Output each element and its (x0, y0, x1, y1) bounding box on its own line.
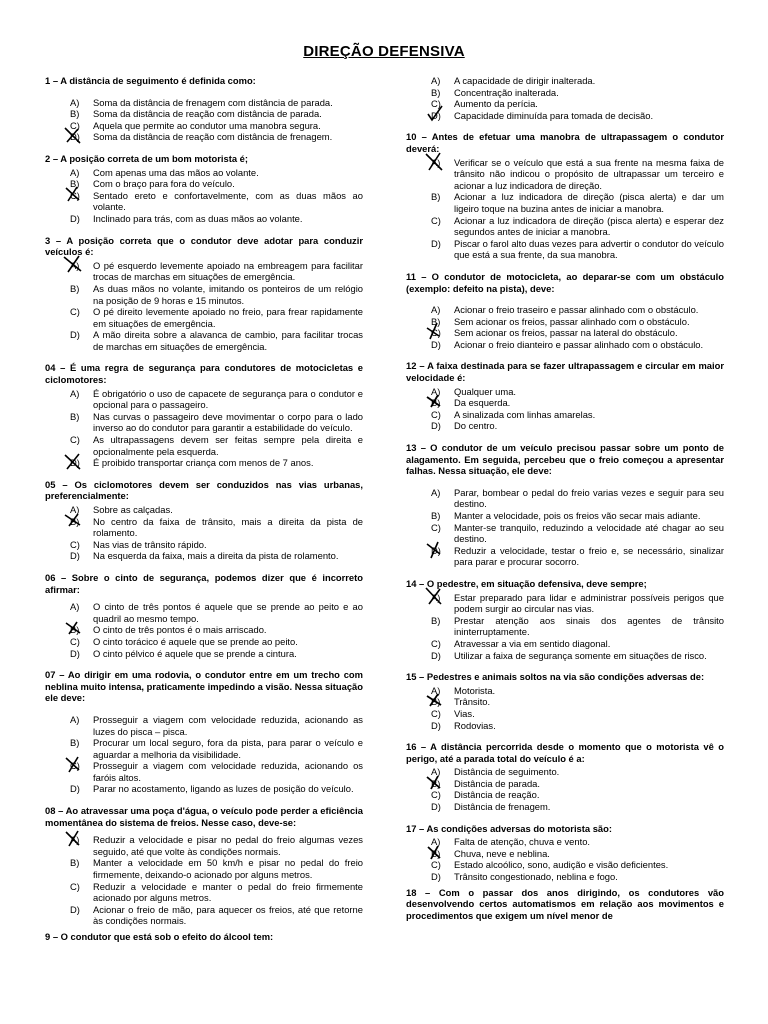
question-8 (45, 805, 363, 927)
question-6 (45, 572, 363, 659)
option-a: A) O cinto de três pontos é aquele que se prende ao peito e ao quadril ao mesmo tempo. (70, 601, 363, 624)
option-list (406, 592, 724, 662)
option-b: B) Manter a velocidade em 50 km/h e pisar no pedal do freio firmemente, deixando-o acionado por alguns metros. (70, 857, 363, 881)
option-d: D) Parar no acostamento, ligando as luzes de posição do veículo. (70, 783, 354, 795)
question-stem: 1 – A distância de seguimento é definida como: (45, 75, 256, 86)
question-stem: 2 – A posição correta de um bom motorista é; (45, 152, 248, 164)
question-18 (406, 887, 724, 922)
question-stem: 10 – Antes de efetuar uma manobra de ultrapassagem o condutor deverá: (406, 131, 724, 154)
option-c: C) Estado alcoólico, sono, audição e visão deficientes. (431, 859, 669, 871)
question-15 (406, 671, 724, 731)
left-column (45, 75, 363, 947)
option-c: C) Distância de reação. (431, 789, 540, 801)
option-list (406, 836, 724, 882)
option-c: C) Acionar a luz indicadora de direção (pisca alerta) e esperar dez segundos antes de iniciar a manobra. (431, 214, 724, 238)
option-c: C) Aumento da perícia. (431, 98, 538, 110)
option-c: C) Prosseguir a viagem com velocidade reduzida, acionando os faróis altos. (45, 760, 363, 783)
option-b: B) Com o braço para fora do veículo. (70, 178, 235, 190)
option-b: B) Manter a velocidade, pois os freios vão secar mais adiante. (431, 510, 701, 521)
option-d: D) Utilizar a faixa de segurança somente em situações de risco. (431, 649, 707, 661)
question-2 (45, 153, 363, 225)
option-list (45, 601, 363, 659)
option-a: A) Distância de seguimento. (431, 766, 560, 778)
option-d: D) O cinto pélvico é aquele que se prende a cintura. (70, 647, 297, 659)
option-d: D) Piscar o farol alto duas vezes para advertir o condutor do veículo que está a sua frente, da sua manobra. (431, 237, 724, 261)
option-list (406, 685, 724, 731)
option-b: B) Distância de parada. (406, 778, 724, 790)
option-d: D) Acionar o freio de mão, para aquecer os freios, até que retorne às condições normais. (70, 903, 363, 927)
option-list (45, 97, 363, 143)
question-stem: 18 – Com o passar dos anos dirigindo, os condutores vão desenvolvendo certos automatismos em relação aos movimentos e procedimentos que exigem um nível menor de (406, 886, 724, 921)
option-c: C) O pé direito levemente apoiado no freio, para frear rapidamente em situações de emergência. (70, 306, 363, 329)
option-list (45, 834, 363, 927)
question-stem: 14 – O pedestre, em situação defensiva, deve sempre; (406, 577, 647, 589)
question-stem: 11 – O condutor de motocicleta, ao deparar-se com um obstáculo (exemplo: defeito na pista), deve: (406, 270, 724, 294)
option-d: D) Trânsito congestionado, neblina e fogo. (431, 871, 618, 883)
question-5 (45, 479, 363, 562)
option-b: B) No centro da faixa de trânsito, mais a direita da pista de rolamento. (45, 516, 363, 539)
right-column (406, 75, 724, 925)
question-stem: 17 – As condições adversas do motorista são: (406, 822, 612, 834)
option-a: A) Parar, bombear o pedal do freio varias vezes e seguir para seu destino. (431, 486, 724, 510)
option-d: D) A mão direita sobre a alavanca de cambio, para facilitar trocas de marchas em situações de emergência. (70, 329, 363, 352)
option-b: B) O cinto de três pontos é o mais arriscado. (45, 624, 363, 636)
option-c: C) Nas vias de trânsito rápido. (70, 538, 207, 550)
option-b: B) Nas curvas o passageiro deve movimentar o corpo para o lado inverso ao do condutor para garantir a estabilidade do veículo. (70, 410, 363, 434)
option-d: D) É proibido transportar criança com menos de 7 anos. (45, 457, 363, 469)
question-stem: 9 – O condutor que está sob o efeito do álcool tem: (45, 931, 274, 942)
option-list (45, 260, 363, 353)
option-c: C) A sinalizada com linhas amarelas. (431, 408, 596, 420)
option-d: D) Capacidade diminuída para tomada de decisão. (406, 110, 724, 122)
question-stem: 12 – A faixa destinada para se fazer ultrapassagem e circular em maior velocidade é: (406, 360, 724, 384)
option-b: B) Acionar a luz indicadora de direção (pisca alerta) e dar um ligeiro toque na buzina antes de iniciar a manobra. (431, 191, 724, 214)
option-d: D) Inclinado para trás, com as duas mãos ao volante. (70, 212, 303, 224)
option-list (45, 504, 363, 562)
option-c: C) Atravessar a via em sentido diagonal. (431, 637, 611, 649)
option-d: D) Soma da distância de reação com distância de frenagem. (45, 131, 363, 143)
option-b: B) Chuva, neve e neblina. (406, 848, 724, 860)
option-a: A) Reduzir a velocidade e pisar no pedal do freio algumas vezes seguido, até que volte às condições normais. (45, 834, 363, 857)
question-stem: 16 – A distância percorrida desde o momento que o motorista vê o perigo, até a parada total do veículo é a: (406, 741, 724, 764)
question-10 (406, 131, 724, 261)
option-c: C) Sentado ereto e confortavelmente, com as duas mãos ao volante. (45, 190, 363, 213)
question-9-options (406, 75, 724, 121)
question-14 (406, 578, 724, 661)
option-list (406, 157, 724, 261)
option-d: D) Do centro. (431, 420, 498, 432)
option-b: B) Da esquerda. (406, 397, 724, 409)
option-a: A) A capacidade de dirigir inalterada. (431, 75, 596, 86)
option-b: B) Sem acionar os freios, passar alinhado com o obstáculo. (431, 315, 690, 327)
question-stem: 05 – Os ciclomotores devem ser conduzidos nas vias urbanas, preferencialmente: (45, 478, 363, 502)
option-list (45, 167, 363, 225)
option-b: B) As duas mãos no volante, imitando os ponteiros de um relógio na posição de 9 horas e 15 minutos. (70, 282, 363, 306)
question-13 (406, 442, 724, 568)
option-b: B) Procurar um local seguro, fora da pista, para parar o veículo e aguardar a melhoria da visibilidade. (70, 737, 363, 760)
option-list (45, 714, 363, 795)
option-a: A) Falta de atenção, chuva e vento. (431, 836, 591, 848)
question-16 (406, 741, 724, 813)
option-c: C) Sem acionar os freios, passar na lateral do obstáculo. (406, 327, 724, 339)
option-list (406, 386, 724, 432)
option-b: B) Trânsito. (406, 696, 724, 708)
option-a: A) Com apenas uma das mãos ao volante. (70, 166, 259, 178)
option-b: B) Concentração inalterada. (431, 86, 559, 98)
question-stem: 06 – Sobre o cinto de segurança, podemos dizer que é incorreto afirmar: (45, 571, 363, 595)
option-a: A) Verificar se o veículo que está a sua frente na mesma faixa de trânsito não indicou o propósito de ultrapassar um terceiro e acionar a luz indicadora de direção. (406, 157, 724, 192)
option-a: A) Sobre as calçadas. (70, 504, 173, 515)
option-c: C) Aquela que permite ao condutor uma manobra segura. (70, 119, 321, 131)
document-title: DIREÇÃO DEFENSIVA (303, 43, 465, 60)
question-9 (45, 931, 363, 943)
question-stem: 13 – O condutor de um veículo precisou passar sobre um ponto de alagamento. Em seguida, percebeu que o freio começou a apresentar falhas. Nessa situação, ele deve: (406, 442, 724, 477)
question-12 (406, 360, 724, 432)
option-c: C) O cinto torácico é aquele que se prende ao peito. (70, 635, 298, 647)
question-stem: 15 – Pedestres e animais soltos na via são condições adversas de: (406, 671, 705, 683)
question-17 (406, 823, 724, 883)
option-list (406, 766, 724, 812)
option-d: D) Reduzir a velocidade, testar o freio e, se necessário, sinalizar para parar e procurar socorro. (406, 545, 724, 568)
question-stem: 3 – A posição correta que o condutor deve adotar para conduzir veículos é: (45, 234, 363, 258)
option-a: A) O pé esquerdo levemente apoiado na embreagem para facilitar trocas de marchas em situações de emergência. (45, 260, 363, 283)
question-1 (45, 75, 363, 143)
option-c: C) Manter-se tranquilo, reduzindo a velocidade até chagar ao seu destino. (431, 521, 724, 545)
question-7 (45, 669, 363, 795)
question-stem: 07 – Ao dirigir em uma rodovia, o condutor entre em um trecho com neblina muito intensa, praticamente impedindo a visão. Nessa situação ele deve: (45, 669, 363, 704)
option-a: A) Motorista. (431, 684, 496, 696)
option-list (45, 388, 363, 469)
option-c: C) As ultrapassagens devem ser feitas sempre pela direita e opcionalmente pela esquerda. (70, 434, 363, 457)
option-b: B) Prestar atenção aos sinais dos agentes de trânsito ininterruptamente. (431, 614, 724, 638)
option-d: D) Distância de frenagem. (431, 801, 551, 813)
option-a: A) É obrigatório o uso de capacete de segurança para o condutor e opcional para o passageiro. (70, 387, 363, 411)
option-d: D) Acionar o freio dianteiro e passar alinhado com o obstáculo. (431, 338, 704, 350)
option-a: A) Prosseguir a viagem com velocidade reduzida, acionando as luzes do pisca – pisca. (70, 713, 363, 737)
option-b: B) Soma da distância de reação com distância de parada. (70, 108, 322, 120)
option-c: C) Vias. (431, 707, 475, 719)
option-list (406, 304, 724, 350)
question-3 (45, 235, 363, 353)
question-4 (45, 362, 363, 468)
option-a: A) Soma da distância de frenagem com distância de parada. (70, 96, 333, 108)
question-stem: 08 – Ao atravessar uma poça d'água, o veículo pode perder a eficiência momentânea do sistema de freios. Nesse caso, deve-se: (45, 805, 363, 828)
option-d: D) Na esquerda da faixa, mais a direita da pista de rolamento. (70, 550, 339, 562)
option-d: D) Rodovias. (431, 719, 496, 731)
option-list (406, 75, 724, 121)
option-c: C) Reduzir a velocidade e manter o pedal do freio firmemente acionado por alguns metros. (70, 880, 363, 904)
question-11 (406, 271, 724, 351)
question-stem: 04 – É uma regra de segurança para condutores de motocicletas e ciclomotores: (45, 362, 363, 386)
option-a: A) Estar preparado para lidar e administrar possíveis perigos que podem surgir ao circular nas vias. (406, 592, 724, 615)
option-a: A) Acionar o freio traseiro e passar alinhado com o obstáculo. (431, 304, 699, 316)
option-list (406, 487, 724, 568)
option-a: A) Qualquer uma. (431, 385, 517, 397)
